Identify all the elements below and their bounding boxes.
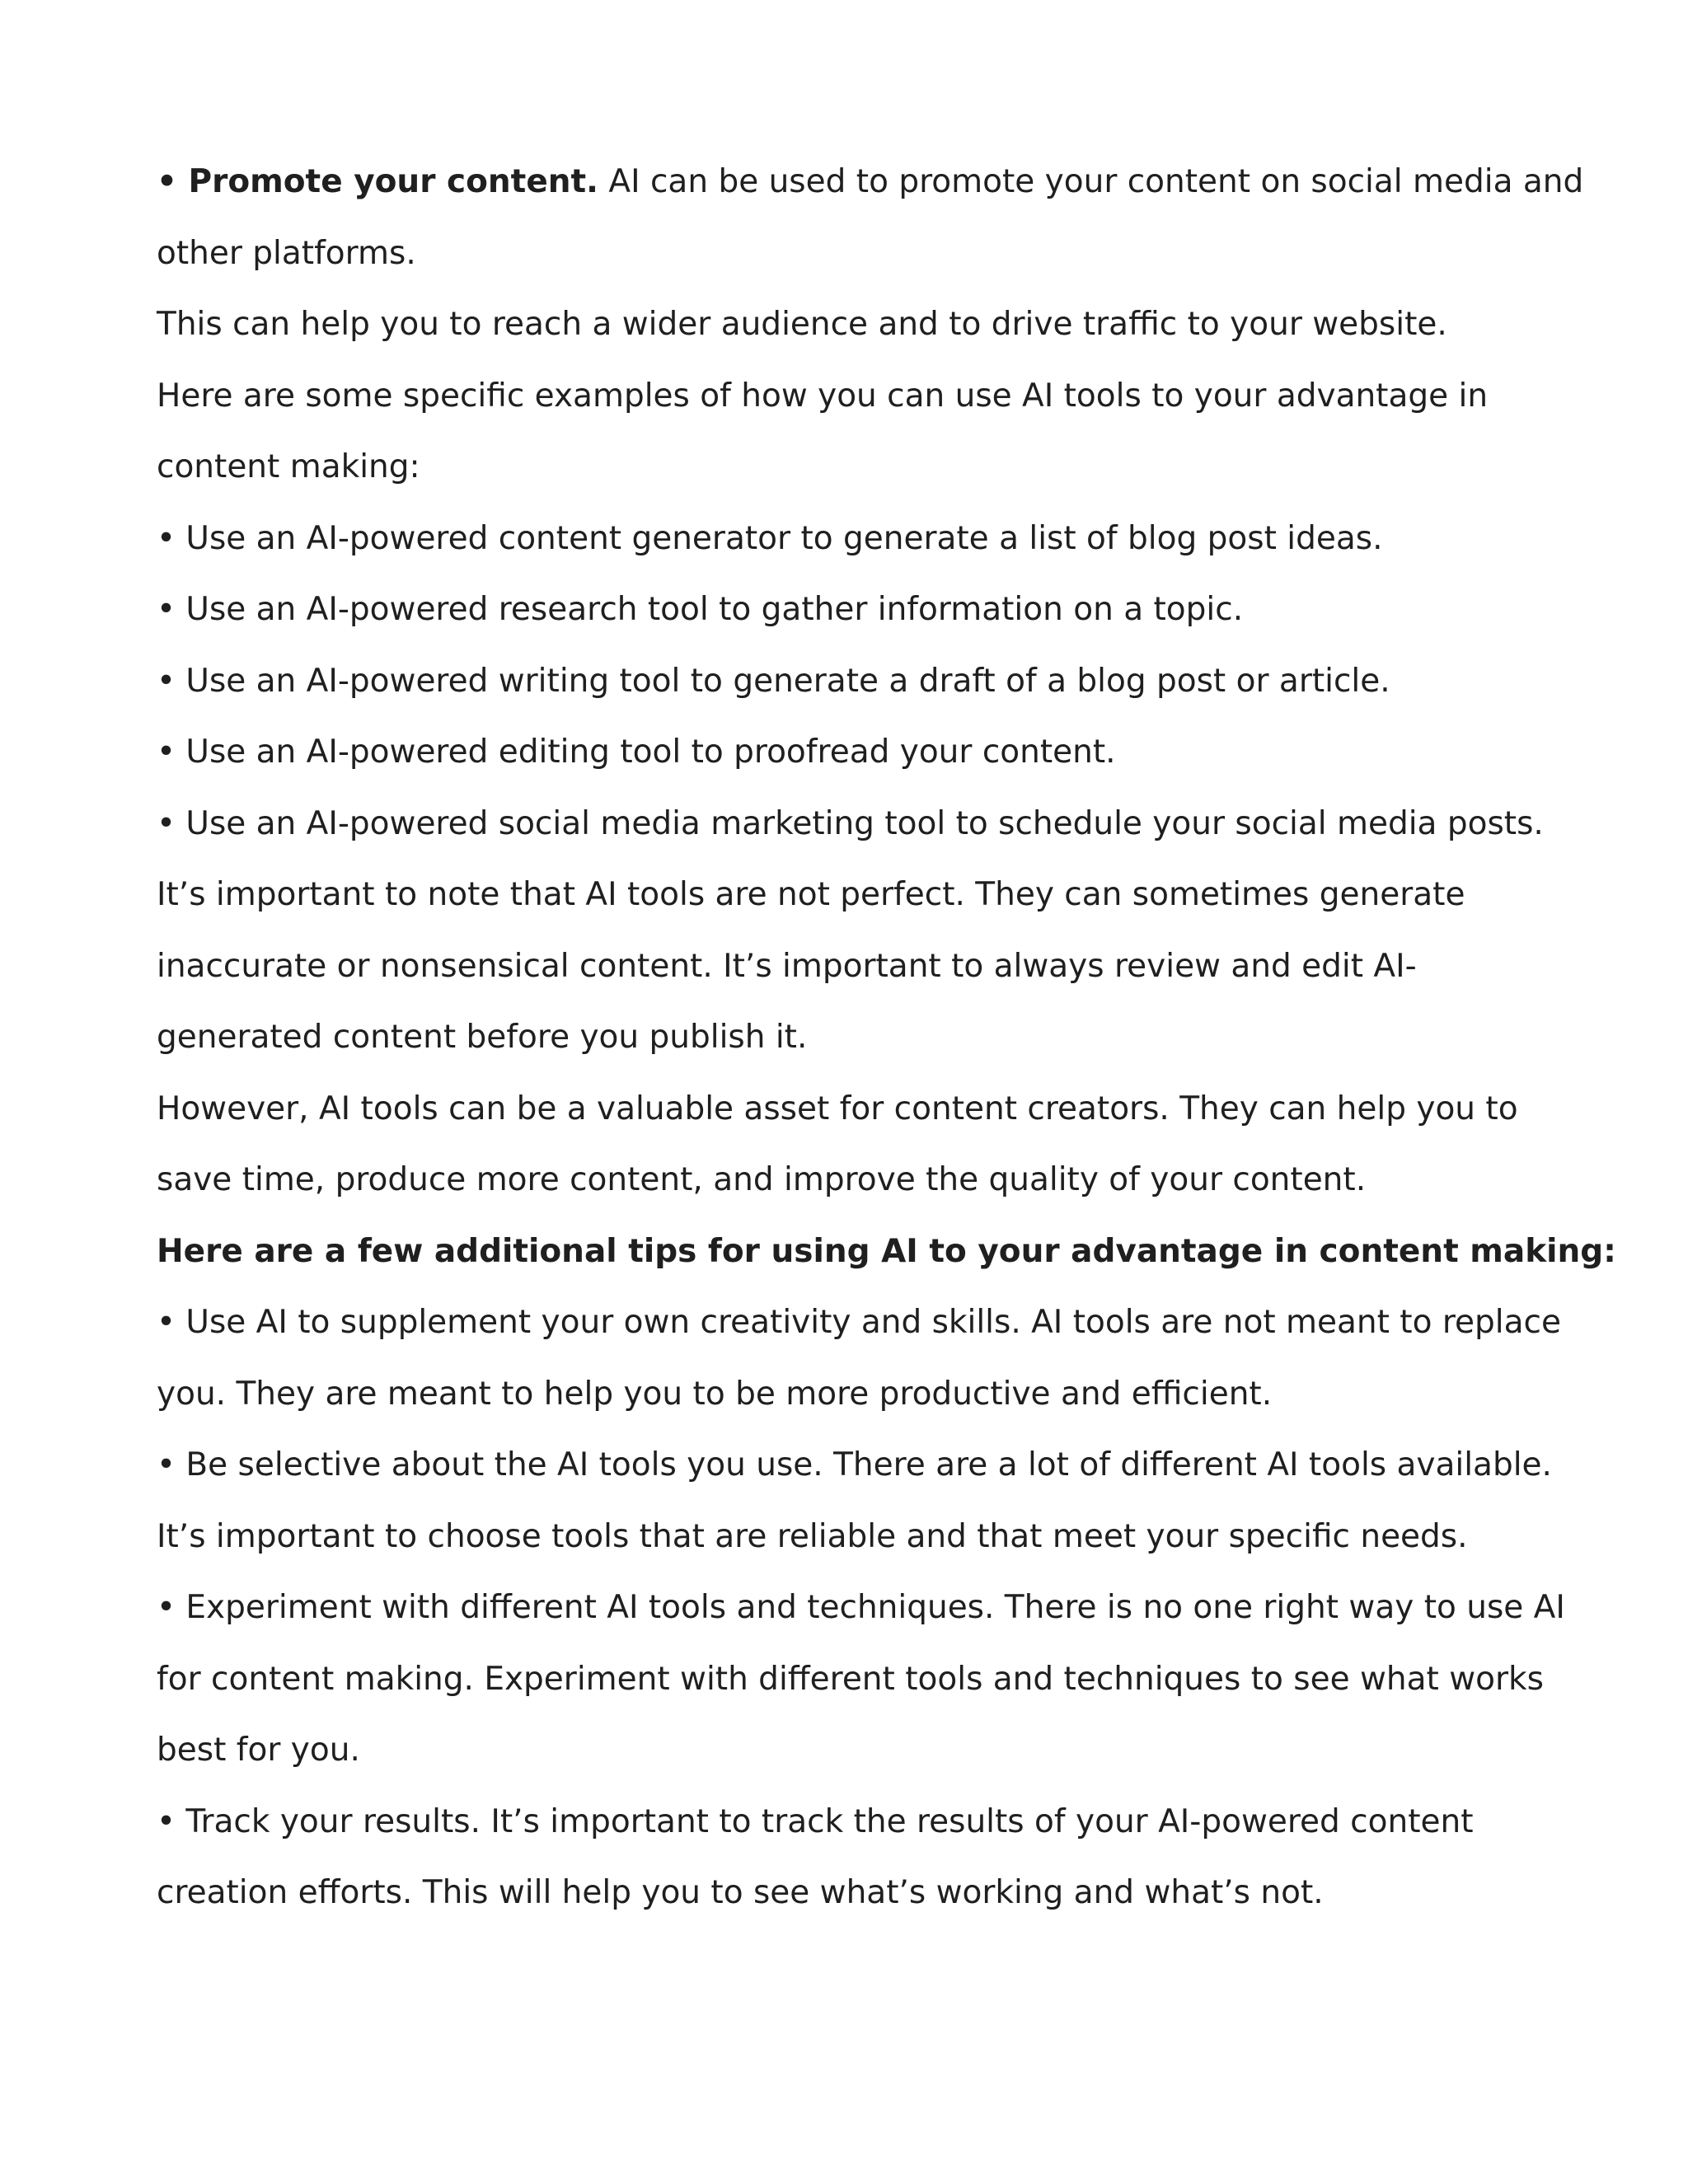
tip-line: creation efforts. This will help you to see what’s working and what’s not.	[157, 1874, 1324, 1911]
document-body	[157, 147, 1616, 1929]
note-paragraph-line-2: inaccurate or nonsensical content. It’s important to always review and edit AI-	[157, 947, 1417, 985]
tip-line: • Track your results. It’s important to track the results of your AI-powered content	[157, 1802, 1474, 1840]
reach-paragraph: This can help you to reach a wider audience and to drive traffic to your website.	[157, 306, 1447, 343]
examples-intro-line-2: content making:	[157, 448, 420, 485]
note-paragraph-line-3: generated content before you publish it.	[157, 1019, 808, 1056]
promote-paragraph-line-2: other platforms.	[157, 234, 416, 272]
however-paragraph-line-2: save time, produce more content, and improve the quality of your content.	[157, 1161, 1367, 1198]
example-list-item: • Use an AI-powered writing tool to generate a draft of a blog post or article.	[157, 662, 1390, 700]
tip-line: best for you.	[157, 1732, 360, 1769]
tip-line: for content making. Experiment with different tools and techniques to see what works	[157, 1660, 1544, 1698]
example-list-item: • Use an AI-powered social media marketing tool to schedule your social media posts.	[157, 804, 1544, 842]
tip-line: It’s important to choose tools that are reliable and that meet your specific needs.	[157, 1517, 1468, 1555]
tips-heading: Here are a few additional tips for using AI to your advantage in content making:	[157, 1232, 1616, 1270]
example-list-item: • Use an AI-powered editing tool to proofread your content.	[157, 733, 1116, 771]
however-paragraph-line-1: However, AI tools can be a valuable asset for content creators. They can help you to	[157, 1090, 1518, 1127]
example-list-item: • Use an AI-powered content generator to generate a list of blog post ideas.	[157, 519, 1383, 557]
example-list-item: • Use an AI-powered research tool to gather information on a topic.	[157, 591, 1244, 628]
tip-line: • Use AI to supplement your own creativity and skills. AI tools are not meant to replace	[157, 1304, 1561, 1341]
note-paragraph-line-1: It’s important to note that AI tools are not perfect. They can sometimes generate	[157, 876, 1465, 913]
promote-paragraph-line-1	[157, 147, 1584, 218]
promote-bold-lead: • Promote your content.	[157, 163, 599, 200]
tip-line: you. They are meant to help you to be more productive and efficient.	[157, 1375, 1273, 1413]
tip-line: • Experiment with different AI tools and techniques. There is no one right way to use AI	[157, 1589, 1565, 1626]
examples-intro-line-1: Here are some specific examples of how you can use AI tools to your advantage in	[157, 377, 1489, 415]
tip-line: • Be selective about the AI tools you use. There are a lot of different AI tools available.	[157, 1446, 1552, 1483]
promote-text: AI can be used to promote your content on social media and	[598, 163, 1584, 200]
